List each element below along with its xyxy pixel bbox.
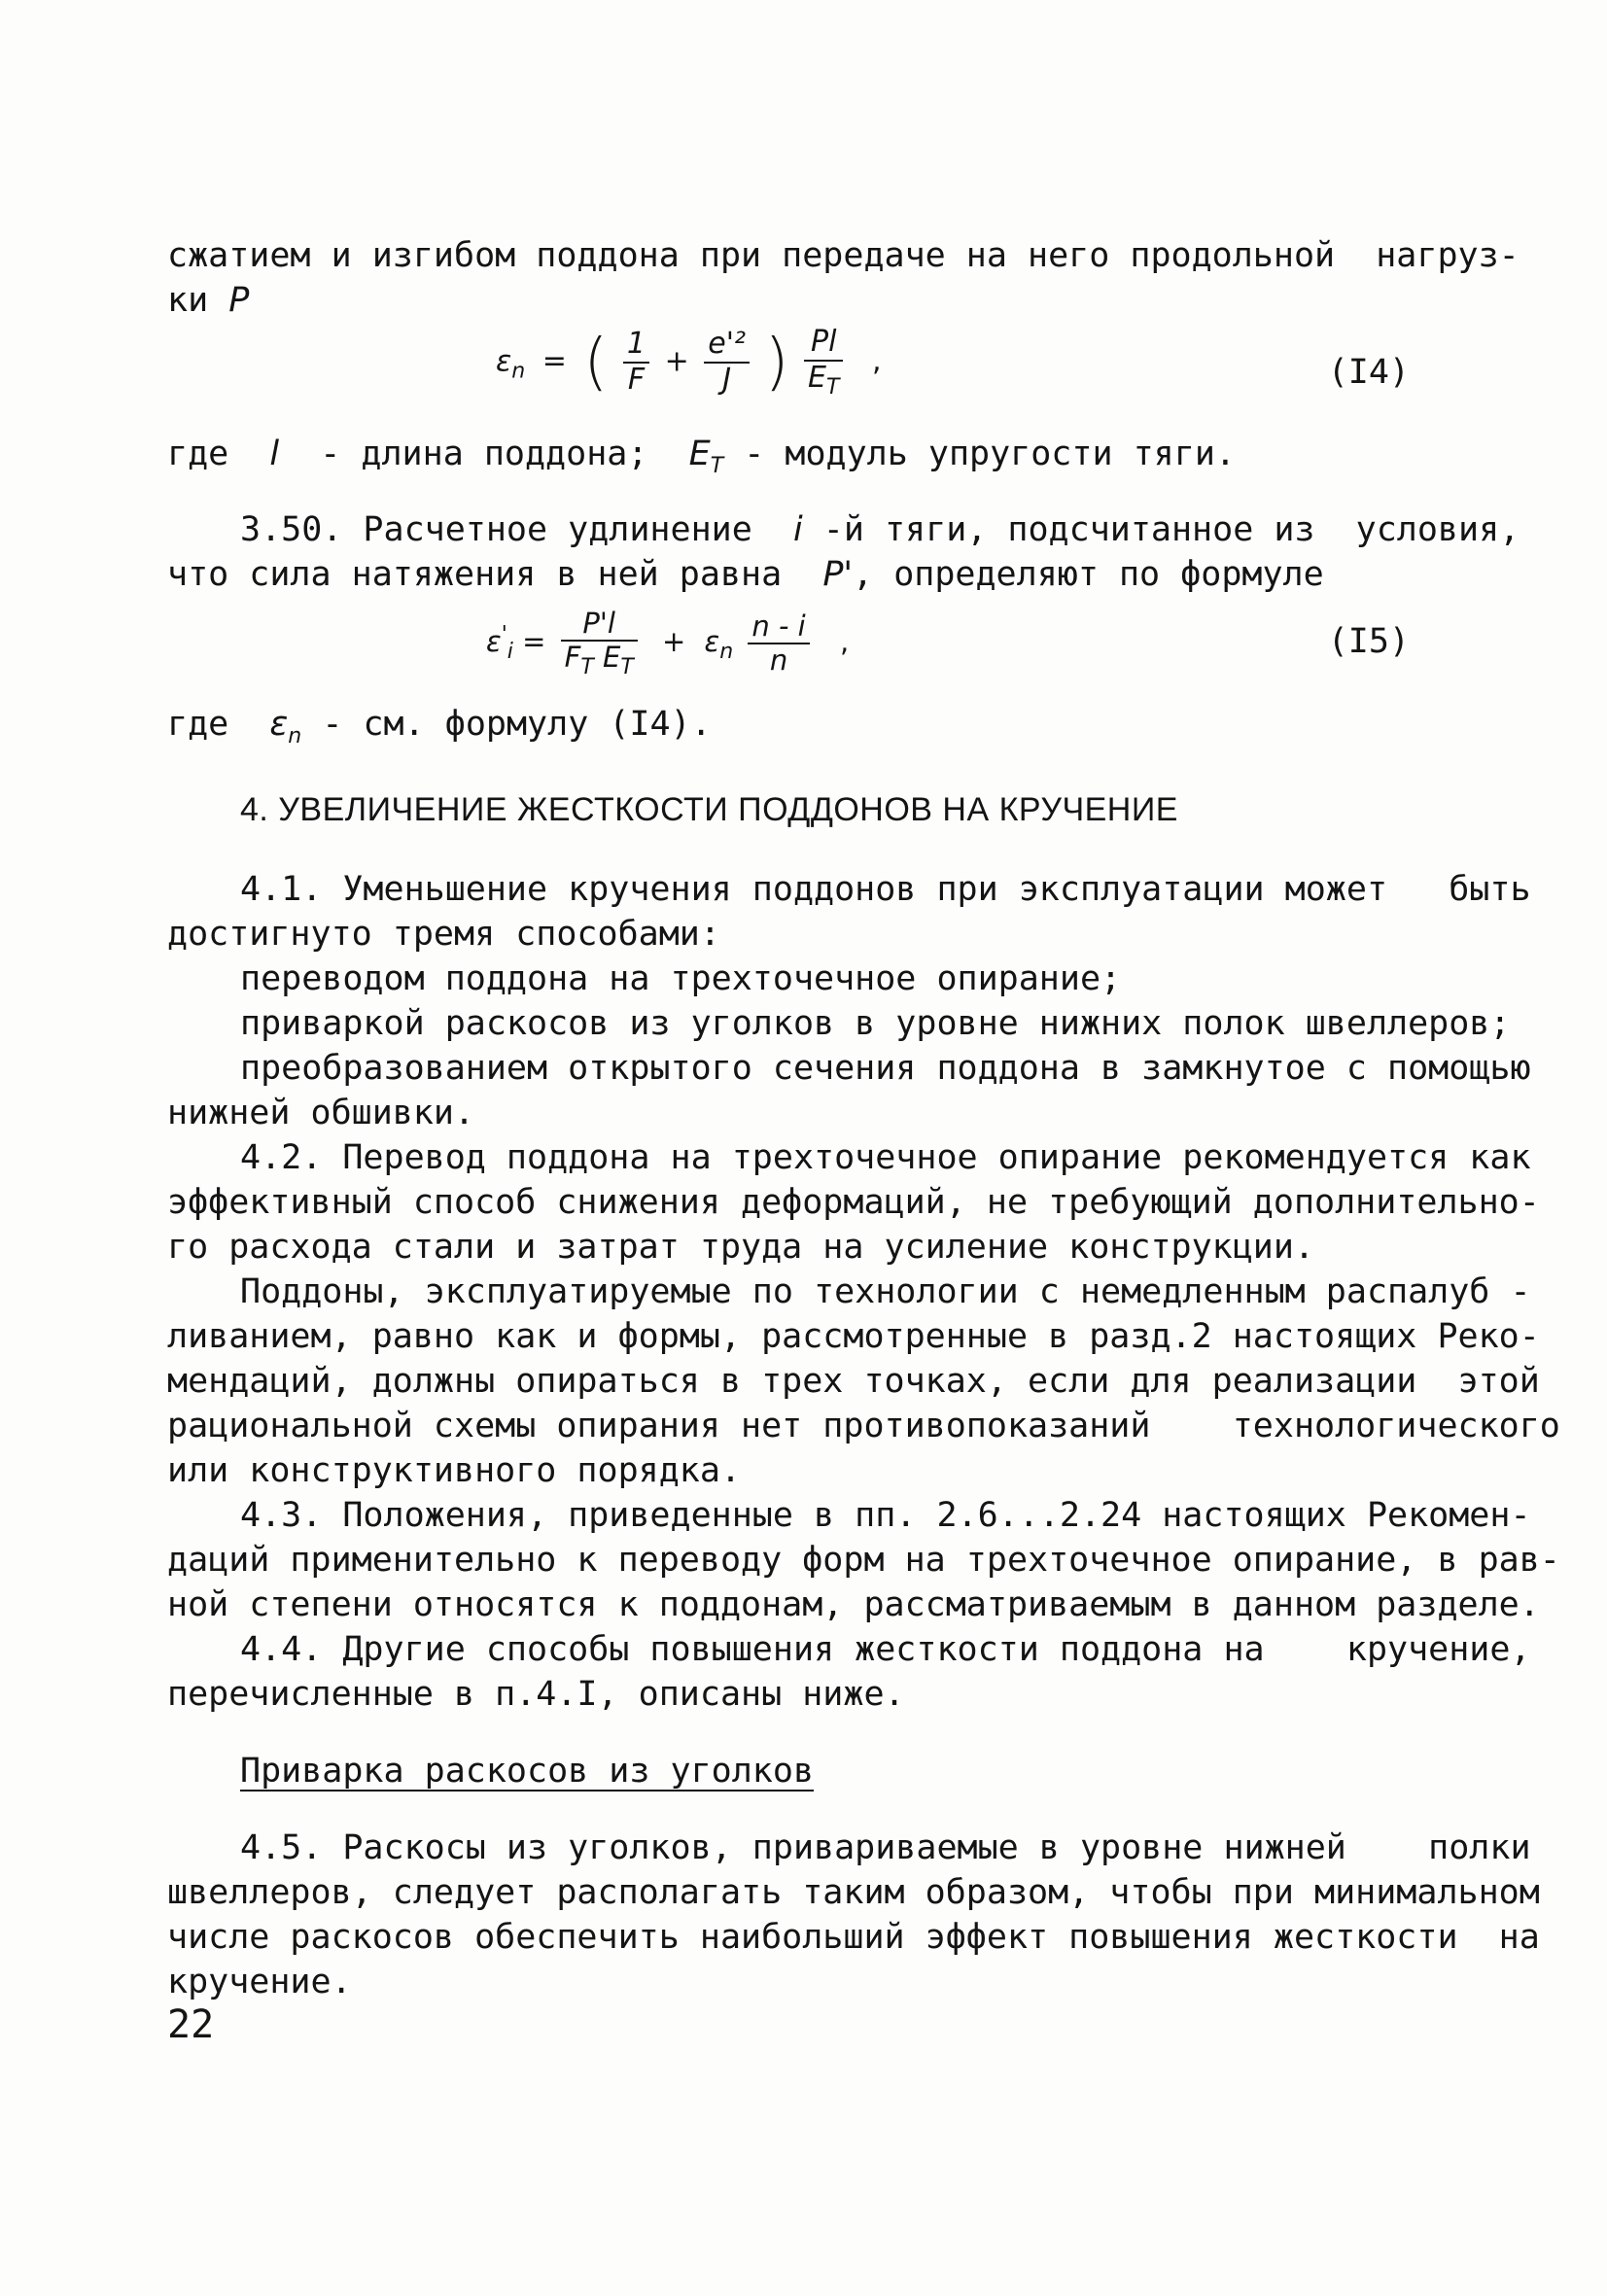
formula-subscript: n xyxy=(511,359,526,384)
text-line: нижней обшивки. xyxy=(167,1094,475,1132)
text-line: швеллеров, следует располагать таким образом, чтобы при минимальном xyxy=(167,1873,1540,1912)
text-line: сжатием и изгибом поддона при передаче на него продольной нагруз- xyxy=(167,236,1520,275)
text-line: числе раскосов обеспечить наибольший эффект повышения жесткости на xyxy=(167,1918,1540,1957)
text-line xyxy=(167,432,1421,476)
fraction-numerator: P'l xyxy=(561,608,638,642)
text-fragment: ки xyxy=(167,281,209,320)
where-14 xyxy=(167,432,1421,476)
paragraph-4-5 xyxy=(167,1826,1540,2004)
text-line: 4.2. Перевод поддона на трехточечное опирание рекомендуется как xyxy=(240,1138,1531,1177)
text-fragment: 3.50. Расчетное удлинение xyxy=(240,510,752,549)
equation-number-15: (I5) xyxy=(1327,622,1410,661)
formula-symbol: ε xyxy=(704,625,720,659)
formula-comma: , xyxy=(872,344,882,379)
text-line: ливанием, равно как и формы, рассмотренные в разд.2 настоящих Реко- xyxy=(167,1317,1540,1356)
formula-symbol: ε xyxy=(496,344,512,379)
formula-14 xyxy=(496,326,882,400)
text-line: кручение. xyxy=(167,1963,352,2001)
text-line: ной степени относятся к поддонам, рассматриваемым в данном разделе. xyxy=(167,1585,1540,1624)
fraction-denominator: F xyxy=(627,362,646,397)
text-line: эффективный способ снижения деформаций, не требующий дополнительно- xyxy=(167,1183,1540,1222)
formula-symbol: ε xyxy=(486,625,502,659)
den-subscript: T xyxy=(580,655,594,680)
formula-fraction xyxy=(623,328,649,397)
text-fragment: где xyxy=(167,435,229,473)
text-line: 4.4. Другие способы повышения жесткости поддона на кручение, xyxy=(240,1630,1531,1669)
text-fragment: что сила натяжения в ней равна xyxy=(167,555,783,594)
list-item: приваркой раскосов из уголков в уровне нижних полок швеллеров; xyxy=(240,1004,1511,1043)
text-line: 4.5. Раскосы из уголков, привариваемые в уровне нижней полки xyxy=(240,1828,1531,1867)
paragraph-3-50 xyxy=(167,507,1520,597)
text-line: достигнуто тремя способами: xyxy=(167,915,720,954)
formula-operator: = xyxy=(522,625,546,659)
den-symbol: F xyxy=(564,641,581,675)
symbol-eps-n xyxy=(269,705,302,748)
fraction-numerator: 1 xyxy=(623,328,649,364)
section-4-body xyxy=(167,867,1560,1717)
text-line: или конструктивного порядка. xyxy=(167,1451,742,1490)
fraction-numerator: e'² xyxy=(704,328,750,364)
where-15 xyxy=(167,702,1421,747)
formula-fraction xyxy=(804,326,843,400)
formula-paren: ) xyxy=(764,326,789,399)
list-item: переводом поддона на трехточечное опирание; xyxy=(240,959,1122,998)
text-line: даций применительно к переводу форм на трехточечное опирание, в рав- xyxy=(167,1541,1560,1580)
fraction-denominator xyxy=(804,362,843,400)
page-number: 22 xyxy=(167,2002,215,2047)
formula-subscript: i xyxy=(507,640,513,665)
text-line xyxy=(167,702,1421,747)
fraction-denominator xyxy=(561,642,638,679)
text-fragment: -й тяги, подсчитанное из условия, xyxy=(822,510,1520,549)
symbol-eps: ε xyxy=(269,705,289,744)
text-line xyxy=(167,552,1421,597)
formula-subscript: n xyxy=(719,640,734,665)
symbol-p-prime: P' xyxy=(822,555,854,594)
text-fragment: - модуль упругости тяги. xyxy=(744,435,1236,473)
text-fragment: , определяют по формуле xyxy=(853,555,1324,594)
formula-comma: , xyxy=(839,625,850,659)
fraction-denominator: n xyxy=(769,644,788,678)
text-line: Поддоны, эксплуатируемые по технологии с немедленным распалуб - xyxy=(240,1272,1531,1311)
text-line xyxy=(167,507,1520,552)
text-line xyxy=(167,278,1421,323)
symbol-e: E xyxy=(688,435,711,473)
text-line: перечисленные в п.4.I, описаны ниже. xyxy=(167,1675,905,1714)
fraction-numerator: n - i xyxy=(748,610,809,644)
formula-paren: ( xyxy=(583,326,609,399)
list-item: преобразованием открытого сечения поддона в замкнутое с помощью xyxy=(240,1049,1531,1088)
formula-superscript: ' xyxy=(501,622,507,647)
text-line: 4.1. Уменьшение кручения поддонов при эксплуатации может быть xyxy=(240,870,1531,909)
fraction-numerator: Pl xyxy=(804,326,843,362)
formula-15 xyxy=(486,608,849,679)
text-fragment: где xyxy=(167,705,229,744)
symbol-l: l xyxy=(269,435,280,473)
formula-operator: + xyxy=(661,625,686,659)
formula-operator: = xyxy=(541,344,567,379)
den-symbol: E xyxy=(808,360,827,395)
fraction-denominator: J xyxy=(722,362,732,397)
den-subscript: T xyxy=(620,655,634,680)
symbol-et xyxy=(688,435,724,478)
equation-number-14: (I4) xyxy=(1327,353,1410,392)
symbol-i: i xyxy=(792,510,803,549)
text-line: рациональной схемы опирания нет противопоказаний технологического xyxy=(167,1407,1560,1445)
symbol-sub: T xyxy=(710,454,724,478)
den-symbol: E xyxy=(602,641,621,675)
text-fragment: - см. формулу (I4). xyxy=(322,705,712,744)
den-subscript: T xyxy=(826,374,840,400)
text-fragment: - длина поддона; xyxy=(320,435,648,473)
formula-fraction xyxy=(748,610,809,678)
symbol-sub: n xyxy=(288,724,302,748)
formula-fraction xyxy=(561,608,638,679)
formula-operator: + xyxy=(664,344,689,379)
formula-fraction xyxy=(704,328,750,397)
text-line: мендаций, должны опираться в трех точках, если для реализации этой xyxy=(167,1362,1540,1401)
text-line: 4.3. Положения, приведенные в пп. 2.6...2.24 настоящих Рекомен- xyxy=(240,1496,1531,1535)
subheading: Приварка раскосов из уголков xyxy=(240,1752,815,1791)
text-line: го расхода стали и затрат труда на усиление конструкции. xyxy=(167,1228,1315,1267)
intro-block xyxy=(167,233,1520,323)
section-heading: 4. УВЕЛИЧЕНИЕ ЖЕСТКОСТИ ПОДДОНОВ НА КРУЧЕНИЕ xyxy=(240,791,1178,828)
symbol-p: P xyxy=(228,281,250,320)
